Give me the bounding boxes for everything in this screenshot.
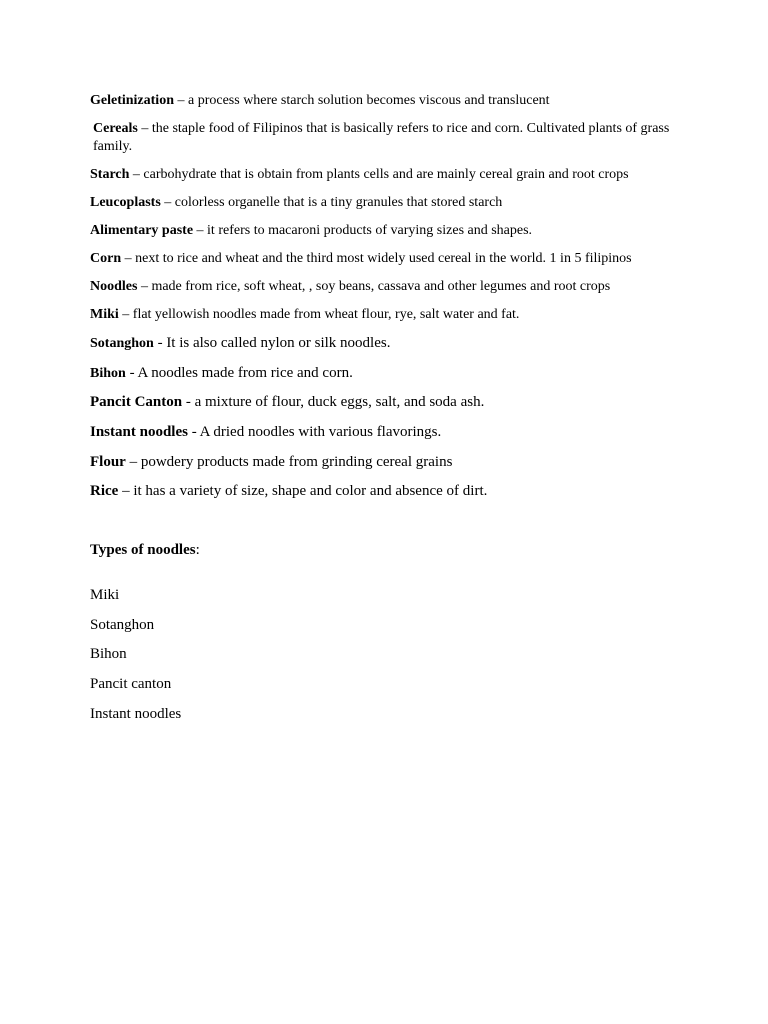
definition-alimentary-paste	[90, 222, 532, 240]
definition-separator: –	[121, 251, 136, 266]
definition-separator: -	[187, 424, 200, 440]
definition-separator: –	[137, 121, 152, 136]
definition-cereals	[93, 120, 683, 156]
definition-term: Alimentary paste	[90, 223, 194, 238]
definition-term: Pancit Canton	[90, 394, 183, 410]
definition-separator: –	[137, 279, 152, 294]
definition-separator: -	[182, 394, 195, 410]
definition-text: It is also called nylon or silk noodles.	[166, 335, 391, 351]
noodle-type-item: Bihon	[90, 646, 127, 662]
definition-noodles	[90, 278, 610, 296]
noodle-type-item: Sotanghon	[90, 617, 155, 633]
definition-text: it has a variety of size, shape and color and absence of dirt.	[133, 483, 488, 499]
definition-pancit-canton	[90, 393, 484, 412]
definition-term: Rice	[90, 483, 119, 499]
types-heading-colon: :	[195, 542, 200, 558]
definition-text: a mixture of flour, duck eggs, salt, and soda ash.	[194, 394, 485, 410]
definition-leucoplasts	[90, 194, 502, 212]
definition-term: Cereals	[93, 121, 138, 136]
definition-text: colorless organelle that is a tiny granules that stored starch	[174, 195, 503, 210]
definition-term: Starch	[90, 167, 130, 182]
definition-separator: -	[153, 335, 167, 351]
noodle-type-item: Pancit canton	[90, 676, 172, 692]
types-heading-text: Types of noodles	[90, 542, 196, 558]
definition-text: A noodles made from rice and corn.	[137, 365, 353, 381]
definition-term: Instant noodles	[90, 424, 188, 440]
definition-miki	[90, 306, 519, 324]
definition-text: powdery products made from grinding cereal grains	[140, 454, 453, 470]
definition-term: Geletinization	[90, 93, 174, 108]
definition-geletinization	[90, 92, 550, 110]
types-of-noodles-heading	[90, 541, 200, 560]
definition-text: carbohydrate that is obtain from plants cells and are mainly cereal grain and root crops	[143, 167, 629, 182]
definition-text: a process where starch solution becomes viscous and translucent	[188, 93, 550, 108]
definition-sotanghon	[90, 334, 390, 353]
definition-term: Miki	[90, 307, 119, 322]
definition-starch	[90, 166, 629, 184]
definition-rice	[90, 482, 487, 501]
definition-separator: –	[174, 93, 188, 108]
noodle-type-item: Instant noodles	[90, 706, 182, 722]
definition-bihon	[90, 364, 353, 383]
noodle-type-item: Miki	[90, 587, 120, 603]
definition-term: Flour	[90, 454, 126, 470]
definition-separator: –	[118, 483, 134, 499]
definition-term: Noodles	[90, 279, 138, 294]
definition-text: the staple food of Filipinos that is basically refers to rice and corn. Cultivated plants of grass family.	[93, 121, 670, 154]
definition-term: Sotanghon	[90, 336, 154, 351]
definition-separator: –	[125, 454, 141, 470]
definition-term: Corn	[90, 251, 122, 266]
definition-separator: –	[160, 195, 175, 210]
definition-flour	[90, 453, 452, 472]
definition-text: A dried noodles with various flavorings.	[199, 424, 442, 440]
definition-corn	[90, 250, 632, 268]
definition-separator: –	[129, 167, 144, 182]
definition-instant-noodles	[90, 423, 441, 442]
definition-separator: –	[118, 307, 133, 322]
definition-separator: –	[193, 223, 208, 238]
definition-text: next to rice and wheat and the third most widely used cereal in the world. 1 in 5 filipinos	[135, 251, 632, 266]
definition-text: it refers to macaroni products of varying sizes and shapes.	[207, 223, 533, 238]
definition-term: Leucoplasts	[90, 195, 161, 210]
definition-term: Bihon	[90, 366, 126, 381]
definition-text: made from rice, soft wheat, , soy beans, cassava and other legumes and root crops	[151, 279, 611, 294]
definition-separator: -	[125, 365, 138, 381]
definition-text: flat yellowish noodles made from wheat flour, rye, salt water and fat.	[132, 307, 520, 322]
